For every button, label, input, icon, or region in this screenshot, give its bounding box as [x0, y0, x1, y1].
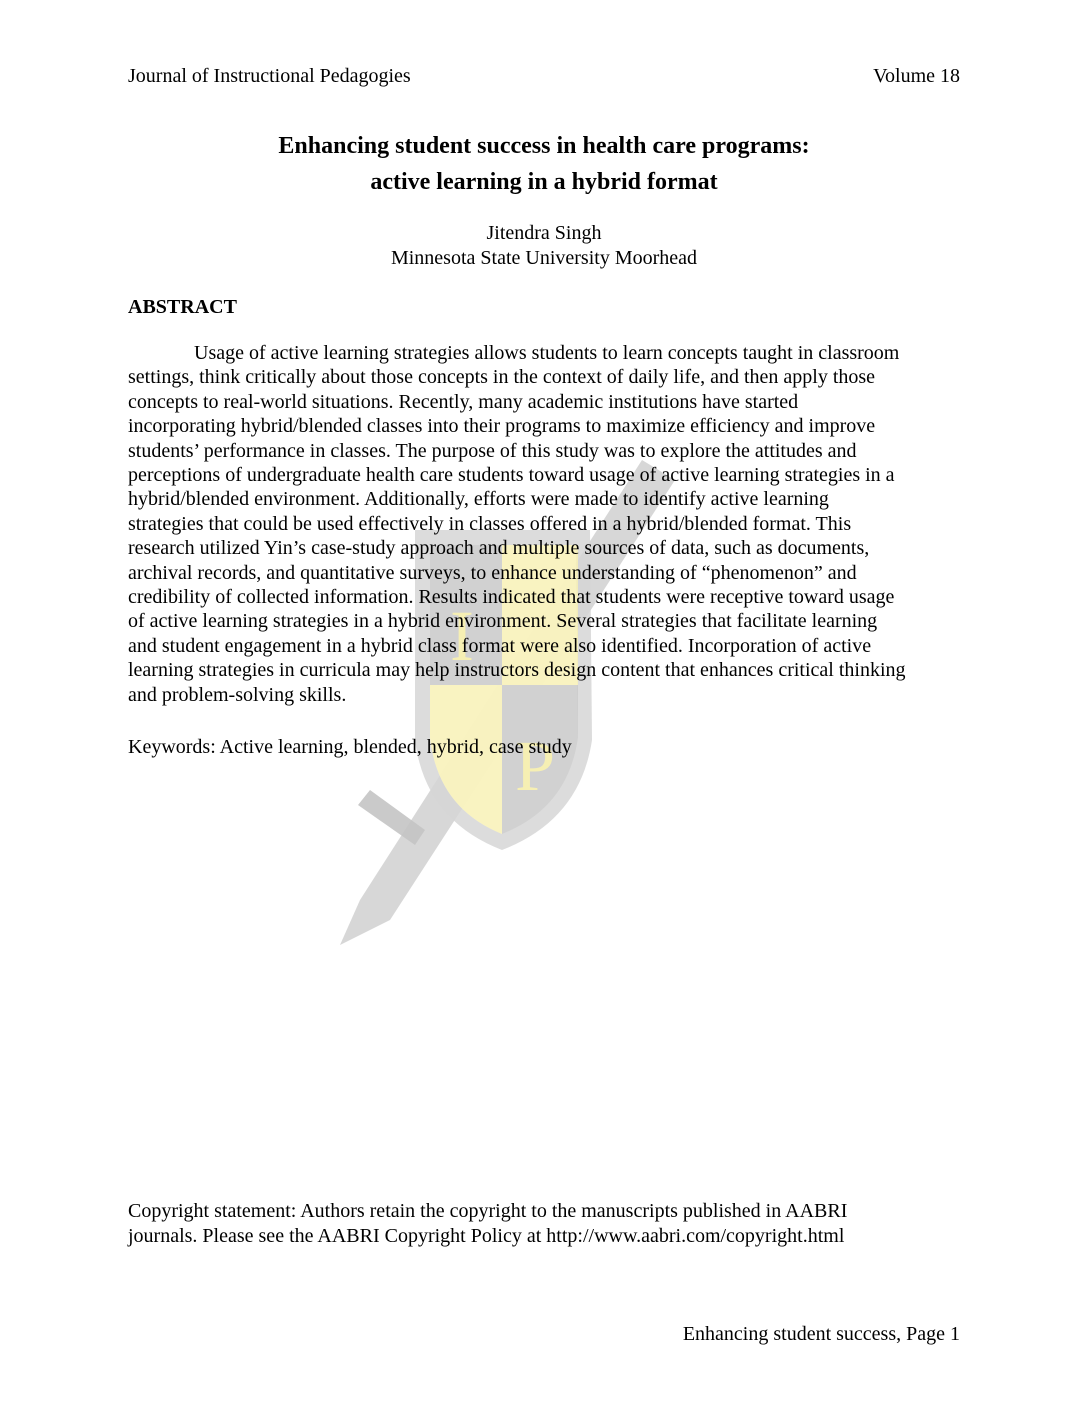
copyright-statement — [128, 1199, 960, 1248]
copyright-line: Copyright statement: Authors retain the copyright to the manuscripts published in AABRI — [128, 1200, 848, 1222]
page-content — [128, 0, 960, 1408]
abstract-line: concepts to real-world situations. Recently, many academic institutions have started — [128, 390, 799, 413]
abstract-line: learning strategies in curricula may help instructors design content that enhances critical thinking — [128, 659, 906, 682]
page-footer: Enhancing student success, Page 1 — [682, 1323, 960, 1345]
abstract-line: of active learning strategies in a hybrid environment. Several strategies that facilitate learning — [128, 610, 878, 633]
abstract-line: perceptions of undergraduate health care students toward usage of active learning strategies in a — [128, 464, 895, 487]
abstract-line: students’ performance in classes. The purpose of this study was to explore the attitudes and — [128, 439, 857, 462]
keywords: Keywords: Active learning, blended, hybrid, case study — [128, 736, 572, 758]
journal-name: Journal of Instructional Pedagogies — [128, 65, 411, 87]
abstract-line: credibility of collected information. Results indicated that students were receptive toward usage — [128, 586, 895, 609]
abstract-line: Usage of active learning strategies allows students to learn concepts taught in classroom — [194, 342, 900, 364]
abstract-line: strategies that could be used effectively in classes offered in a hybrid/blended format. This — [128, 512, 852, 535]
title-line: active learning in a hybrid format — [370, 169, 718, 195]
copyright-line: journals. Please see the AABRI Copyright Policy at http://www.aabri.com/copyright.html — [128, 1224, 845, 1247]
abstract-line: incorporating hybrid/blended classes into their programs to maximize efficiency and improve — [128, 415, 876, 438]
article-title — [128, 128, 960, 200]
abstract-line: research utilized Yin’s case-study approach and multiple sources of data, such as documents, — [128, 537, 870, 560]
watermark-letter-p: P — [515, 726, 556, 806]
abstract-line: archival records, and quantitative surveys, to enhance understanding of “phenomenon” and — [128, 561, 857, 584]
author-name: Jitendra Singh — [486, 222, 602, 244]
title-line: Enhancing student success in health care programs: — [278, 133, 810, 159]
abstract-heading: ABSTRACT — [128, 296, 237, 318]
watermark-letter-i: I — [450, 596, 474, 676]
abstract-line: and student engagement in a hybrid class format were also identified. Incorporation of active — [128, 634, 872, 657]
author-affiliation: Minnesota State University Moorhead — [390, 247, 698, 269]
volume-label: Volume 18 — [873, 65, 960, 87]
abstract-line: and problem-solving skills. — [128, 683, 347, 706]
author-block — [128, 221, 960, 271]
abstract-line: settings, think critically about those concepts in the context of daily life, and then apply those — [128, 366, 876, 389]
abstract-body — [128, 341, 960, 707]
abstract-line: hybrid/blended environment. Additionally, efforts were made to identify active learning — [128, 488, 829, 511]
